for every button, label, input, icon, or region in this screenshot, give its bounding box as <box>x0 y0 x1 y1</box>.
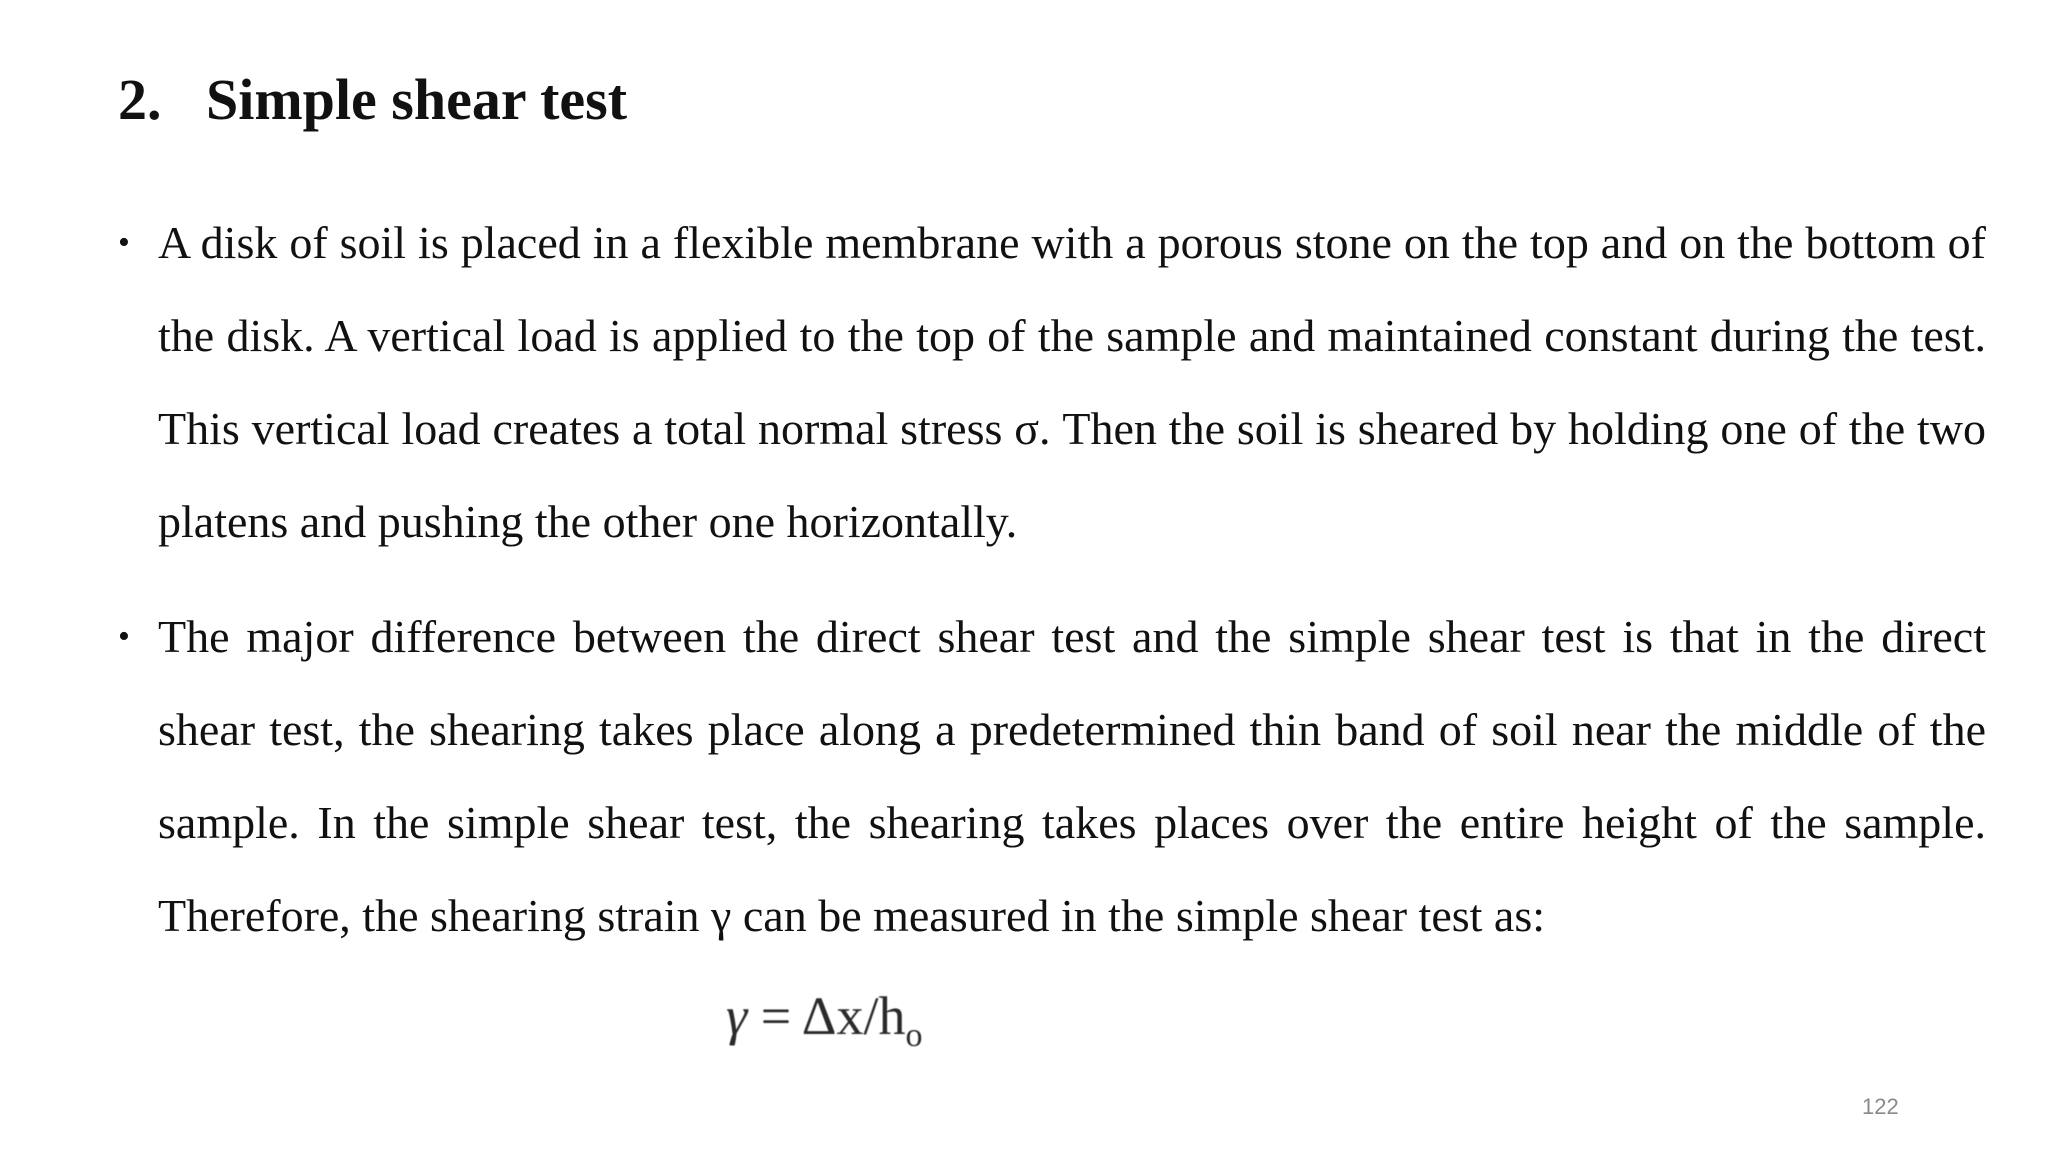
slide-title <box>118 62 627 138</box>
formula-lhs: γ <box>726 986 748 1046</box>
bullet-marker: • <box>118 224 130 261</box>
bullet-item <box>118 590 1986 1055</box>
bullet-marker: • <box>118 618 130 655</box>
section-number: 2. <box>118 67 162 132</box>
bullet-item <box>118 196 1986 568</box>
page-number: 122 <box>1862 1094 1899 1119</box>
formula-equals: = <box>760 986 792 1046</box>
formula-subscript: o <box>905 1017 923 1054</box>
formula-rhs: Δx/h <box>801 986 906 1046</box>
section-title: Simple shear test <box>206 67 628 132</box>
bullet-text: The major difference between the direct shear test and the simple shear test is that in the direct shear test, the shearing takes place along a predetermined thin band of soil near the middle of the sample. In the simple shear test, the shearing takes places over the entire height of the sample. Therefore, the shearing strain γ can be measured in the simple shear test as: <box>158 611 1986 941</box>
shear-strain-formula <box>726 976 923 1076</box>
bullet-text: A disk of soil is placed in a flexible membrane with a porous stone on the top and on the bottom of the disk. A vertical load is applied to the top of the sample and maintained constant during the test. This vertical load creates a total normal stress σ. Then the soil is sheared by holding one of the two platens and pushing the other one horizontally. <box>158 217 1986 547</box>
